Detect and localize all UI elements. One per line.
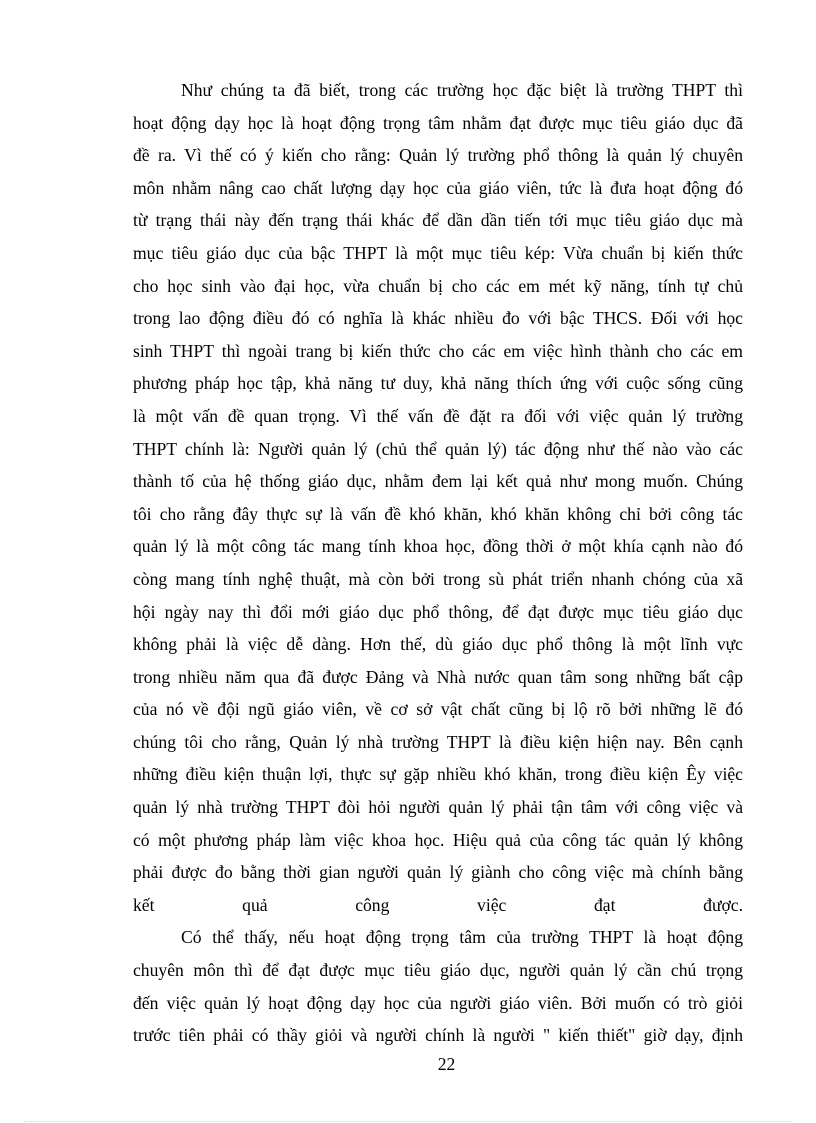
text-line: thành tố của hệ thống giáo dục, nhằm đem lại kết quả như mong muốn. Chúng — [133, 471, 743, 492]
text-line: trong lao động điều đó có nghĩa là khác nhiều đo với bậc THCS. Đối với học — [133, 308, 743, 329]
text-line: quản lý là một công tác mang tính khoa học, đồng thời ở một khía cạnh nào đó — [133, 536, 743, 557]
paragraph-2 — [133, 921, 743, 1051]
text-line: trong nhiều năm qua đã được Đảng và Nhà nước quan tâm song những bất cập — [133, 666, 743, 687]
text-line: những điều kiện thuận lợi, thực sự gặp nhiều khó khăn, trong điều kiện Êy việc — [133, 764, 743, 785]
text-line: sinh THPT thì ngoài trang bị kiến thức cho các em việc hình thành cho các em — [133, 340, 743, 361]
text-line: phải được đo bằng thời gian người quản lý giành cho công việc mà chính bằng — [133, 862, 743, 883]
text-line: hoạt động dạy học là hoạt động trọng tâm nhằm đạt được mục tiêu giáo dục đã — [133, 112, 743, 133]
paragraph-1 — [133, 74, 743, 921]
text-line: chúng tôi cho rằng, Quản lý nhà trường THPT là điều kiện hiện nay. Bên cạnh — [133, 731, 743, 752]
text-line: hội ngày nay thì đổi mới giáo dục phổ thông, để đạt được mục tiêu giáo dục — [133, 601, 743, 622]
text-line: mục tiêu giáo dục của bậc THPT là một mục tiêu kép: Vừa chuẩn bị kiến thức — [133, 242, 743, 263]
text-line: đến việc quản lý hoạt động dạy học của người giáo viên. Bởi muốn có trò giỏi — [133, 992, 743, 1013]
text-line: phương pháp học tập, khả năng tư duy, khả năng thích ứng với cuộc sống cũng — [133, 373, 743, 394]
text-line: Như chúng ta đã biết, trong các trường học đặc biệt là trường THPT thì — [181, 80, 743, 100]
text-line: là một vấn đề quan trọng. Vì thế vấn đề đặt ra đối với việc quản lý trường — [133, 405, 743, 426]
text-line: kết quả công việc đạt được. — [133, 894, 743, 915]
text-line: trước tiên phải có thầy giỏi và người chính là người " kiến thiết" giờ dạy, định — [133, 1025, 743, 1046]
text-line: chuyên môn thì để đạt được mục tiêu giáo dục, người quản lý cần chú trọng — [133, 960, 743, 981]
body-text — [133, 74, 743, 1052]
text-line: cho học sinh vào đại học, vừa chuẩn bị cho các em mét kỹ năng, tính tự chủ — [133, 275, 743, 296]
page-number: 22 — [437, 1054, 456, 1074]
text-line: THPT chính là: Người quản lý (chủ thể quản lý) tác động như thế nào vào các — [133, 438, 743, 459]
text-line: từ trạng thái này đến trạng thái khác để dần dần tiến tới mục tiêu giáo dục mà — [133, 210, 743, 231]
text-line: Có thể thấy, nếu hoạt động trọng tâm của trường THPT là hoạt động — [181, 927, 743, 948]
text-line: môn nhằm nâng cao chất lượng dạy học của giáo viên, tức là đưa hoạt động đó — [133, 177, 743, 198]
text-line: quản lý nhà trường THPT đòi hỏi người quản lý phải tận tâm với công việc và — [133, 797, 743, 818]
text-line: có một phương pháp làm việc khoa học. Hiệu quả của công tác quản lý không — [133, 829, 743, 850]
text-line: còng mang tính nghệ thuật, mà còn bởi trong sù phát triển nhanh chóng của xã — [133, 568, 743, 589]
text-line: đề ra. Vì thế có ý kiến cho rằng: Quản lý trường phổ thông là quản lý chuyên — [133, 145, 743, 166]
text-line: của nó về đội ngũ giáo viên, về cơ sở vật chất cũng bị lộ rõ bởi những lẽ đó — [133, 699, 743, 720]
text-line: tôi cho rằng đây thực sự là vấn đề khó khăn, khó khăn không chỉ bởi công tác — [133, 503, 743, 524]
page-bottom-rule — [24, 1121, 792, 1122]
text-line: không phải là việc dễ dàng. Hơn thế, dù giáo dục phổ thông là một lĩnh vực — [133, 634, 743, 655]
